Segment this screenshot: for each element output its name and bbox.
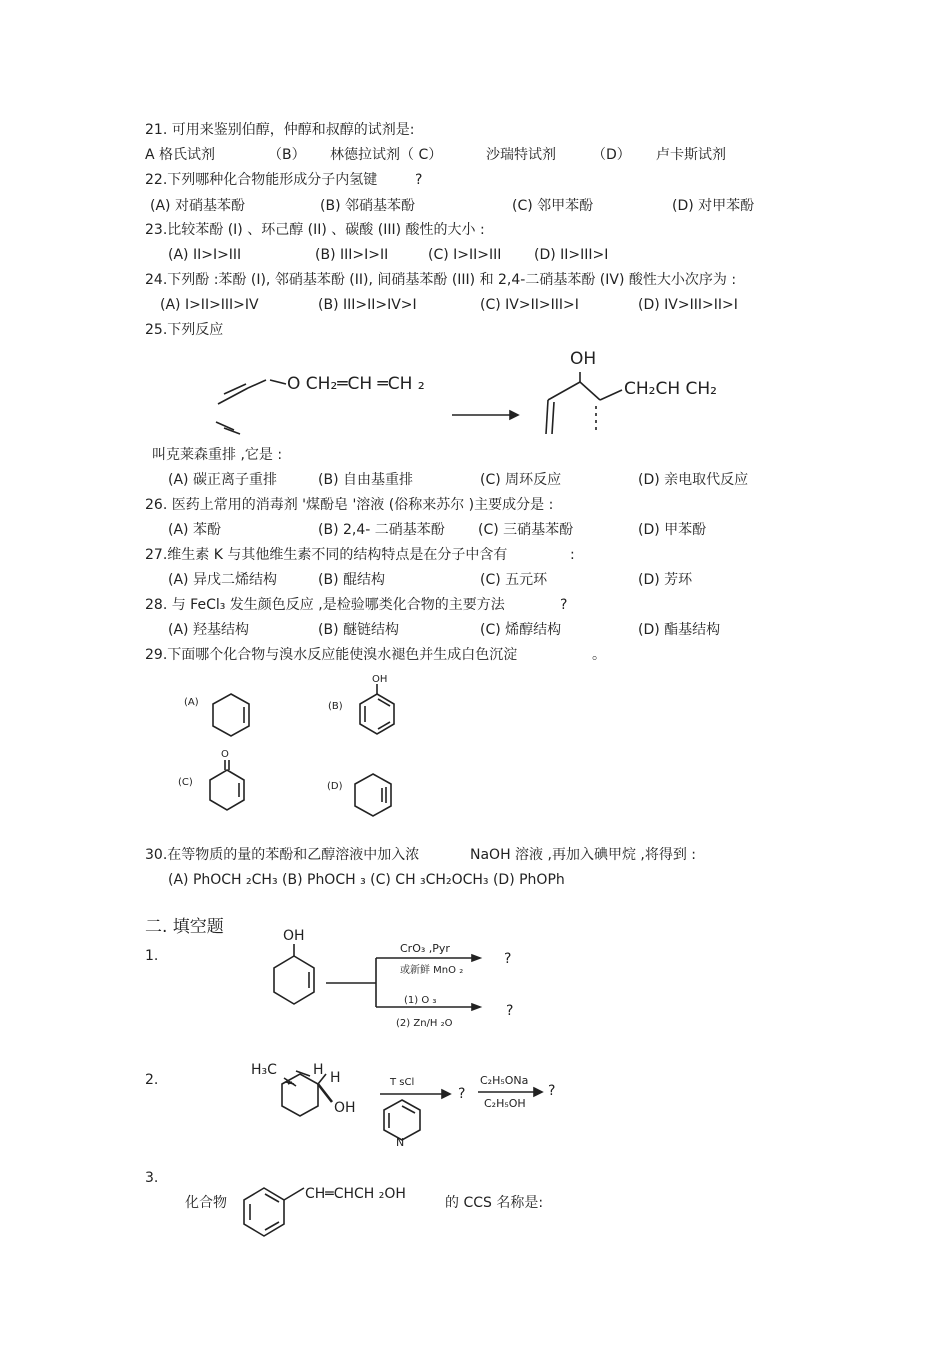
q21-option-d-text: 卢卡斯试剂 — [656, 147, 726, 163]
q23-option-a: (A) II>I>III — [168, 247, 242, 263]
f2-product: ? — [548, 1083, 556, 1099]
q29-cyclohexyne-structure — [352, 772, 394, 820]
q30-stem-cont: NaOH 溶液 ,再加入碘甲烷 ,将得到 : — [470, 847, 697, 863]
q25-product-ring — [540, 372, 620, 436]
q23-stem: 23.比较苯酚 (I) 、环己醇 (II) 、碳酸 (III) 酸性的大小 : — [145, 222, 485, 238]
q27-stem: 27.维生素 K 与其他维生素不同的结构特点是在分子中含有 — [145, 547, 508, 563]
q25-reactant-structure — [210, 370, 290, 440]
q26-stem: 26. 医药上常用的消毒剂 '煤酚皂 '溶液 (俗称来苏尔 )主要成分是 : — [145, 497, 554, 513]
q25-option-b: (B) 自由基重排 — [318, 472, 413, 488]
q28-option-c: (C) 烯醇结构 — [480, 622, 562, 638]
q22-option-d: (D) 对甲苯酚 — [672, 198, 755, 214]
f2-intermediate: ? — [458, 1086, 466, 1102]
q25-name: 叫克莱森重排 ,它是 : — [152, 447, 283, 463]
q29-cyclohexene-structure — [210, 692, 252, 740]
q29-period: 。 — [592, 647, 606, 663]
q28-option-b: (B) 醚链结构 — [318, 622, 399, 638]
q29-cyclohexenone-structure — [206, 760, 248, 812]
f2-reagent-naoet: C₂H₅ONa — [480, 1074, 529, 1087]
q29-stem: 29.下面哪个化合物与溴水反应能使溴水褪色并生成白色沉淀 — [145, 647, 518, 663]
q27-option-d: (D) 芳环 — [638, 572, 693, 588]
q27-option-b: (B) 醌结构 — [318, 572, 385, 588]
q24-option-d: (D) IV>III>II>I — [638, 297, 738, 313]
q28-question-mark: ? — [560, 597, 568, 613]
f1-upper-reagent: CrO₃ ,Pyr — [400, 942, 450, 955]
q25-reactant-group: O CH₂═CH ═CH ₂ — [287, 374, 425, 394]
q21-option-d: （D） — [592, 147, 631, 163]
q26-option-a: (A) 苯酚 — [168, 522, 221, 538]
q30-stem: 30.在等物质的量的苯酚和乙醇溶液中加入浓 — [145, 847, 420, 863]
f1-cyclohexenol-structure — [264, 944, 326, 1006]
f2-reagent-etoh: C₂H₅OH — [484, 1097, 526, 1110]
f2-number: 2. — [145, 1072, 159, 1088]
f2-cyclohexanol-structure — [268, 1070, 338, 1132]
f2-oh: OH — [334, 1100, 356, 1116]
f1-lower-reagent2: (2) Zn/H ₂O — [396, 1018, 453, 1029]
q30-options: (A) PhOCH ₂CH₃ (B) PhOCH ₃ (C) CH ₃CH₂OCH₃ (D) PhOPh — [168, 872, 565, 888]
q25-option-a: (A) 碳正离子重排 — [168, 472, 277, 488]
f3-prefix: 化合物 — [185, 1195, 227, 1211]
q24-option-a: (A) I>II>III>IV — [160, 297, 259, 313]
q24-option-c: (C) IV>II>III>I — [480, 297, 579, 313]
q21-option-b-text: 林德拉试剂（ C） — [330, 147, 443, 163]
q28-stem: 28. 与 FeCl₃ 发生颜色反应 ,是检验哪类化合物的主要方法 — [145, 597, 505, 613]
f3-side-chain: CH═CHCH ₂OH — [305, 1186, 406, 1202]
q21-option-a: A 格氏试剂 — [145, 147, 216, 163]
q25-stem: 25.下列反应 — [145, 322, 224, 338]
q28-option-d: (D) 酯基结构 — [638, 622, 721, 638]
q22-option-a: (A) 对硝基苯酚 — [150, 198, 245, 214]
f3-number: 3. — [145, 1170, 159, 1186]
q22-stem: 22.下列哪种化合物能形成分子内氢键 — [145, 172, 378, 188]
f1-oh: OH — [283, 928, 305, 944]
q26-option-d: (D) 甲苯酚 — [638, 522, 707, 538]
q28-option-a: (A) 羟基结构 — [168, 622, 249, 638]
q21-option-c-text: 沙瑞特试剂 — [486, 147, 556, 163]
q25-product-oh: OH — [570, 349, 597, 369]
q22-question-mark: ? — [415, 172, 423, 188]
f2-h1: H — [313, 1062, 324, 1078]
q29-label-c: (C) — [178, 777, 193, 788]
q26-option-c: (C) 三硝基苯酚 — [478, 522, 574, 538]
q29-phenol-oh: OH — [372, 674, 388, 685]
q22-option-c: (C) 邻甲苯酚 — [512, 198, 594, 214]
f2-h3c: H₃C — [251, 1062, 277, 1078]
q24-option-b: (B) III>II>IV>I — [318, 297, 417, 313]
q29-ketone-o: O — [221, 749, 229, 760]
section-title: 二. 填空题 — [145, 917, 224, 937]
f1-number: 1. — [145, 948, 159, 964]
f1-product-2: ? — [506, 1003, 514, 1019]
q23-option-c: (C) I>II>III — [428, 247, 502, 263]
f3-benzene-structure — [238, 1180, 308, 1244]
q23-option-d: (D) II>III>I — [534, 247, 609, 263]
q29-phenol-structure — [356, 684, 398, 740]
q23-option-b: (B) III>I>II — [315, 247, 389, 263]
f1-upper-reagent2: 或新鲜 MnO ₂ — [400, 965, 464, 976]
q29-label-d: (D) — [327, 781, 343, 792]
q29-label-b: (B) — [328, 701, 343, 712]
q25-option-c: (C) 周环反应 — [480, 472, 562, 488]
q21-option-b: （B） — [268, 147, 306, 163]
q22-option-b: (B) 邻硝基苯酚 — [320, 198, 415, 214]
f2-h2: H — [330, 1070, 341, 1086]
f2-pyridine-n: N — [396, 1136, 405, 1149]
q21-stem: 21. 可用来鉴别伯醇，仲醇和叔醇的试剂是: — [145, 122, 415, 138]
q25-option-d: (D) 亲电取代反应 — [638, 472, 749, 488]
q27-option-a: (A) 异戊二烯结构 — [168, 572, 277, 588]
q27-option-c: (C) 五元环 — [480, 572, 548, 588]
f3-suffix: 的 CCS 名称是: — [445, 1195, 544, 1211]
q24-stem: 24.下列酚 :苯酚 (I), 邻硝基苯酚 (II), 间硝基苯酚 (III) 和 2,4-二硝基苯酚 (IV) 酸性大小次序为 : — [145, 272, 737, 288]
q29-label-a: (A) — [184, 697, 199, 708]
f1-product-1: ? — [504, 951, 512, 967]
q25-product-group: CH₂CH CH₂ — [624, 379, 717, 399]
f1-lower-reagent: (1) O ₃ — [404, 995, 437, 1006]
q26-option-b: (B) 2,4- 二硝基苯酚 — [318, 522, 445, 538]
reaction-arrow — [452, 408, 522, 422]
f2-reagent-tscl: T sCl — [390, 1077, 415, 1088]
q27-colon: : — [570, 547, 575, 563]
